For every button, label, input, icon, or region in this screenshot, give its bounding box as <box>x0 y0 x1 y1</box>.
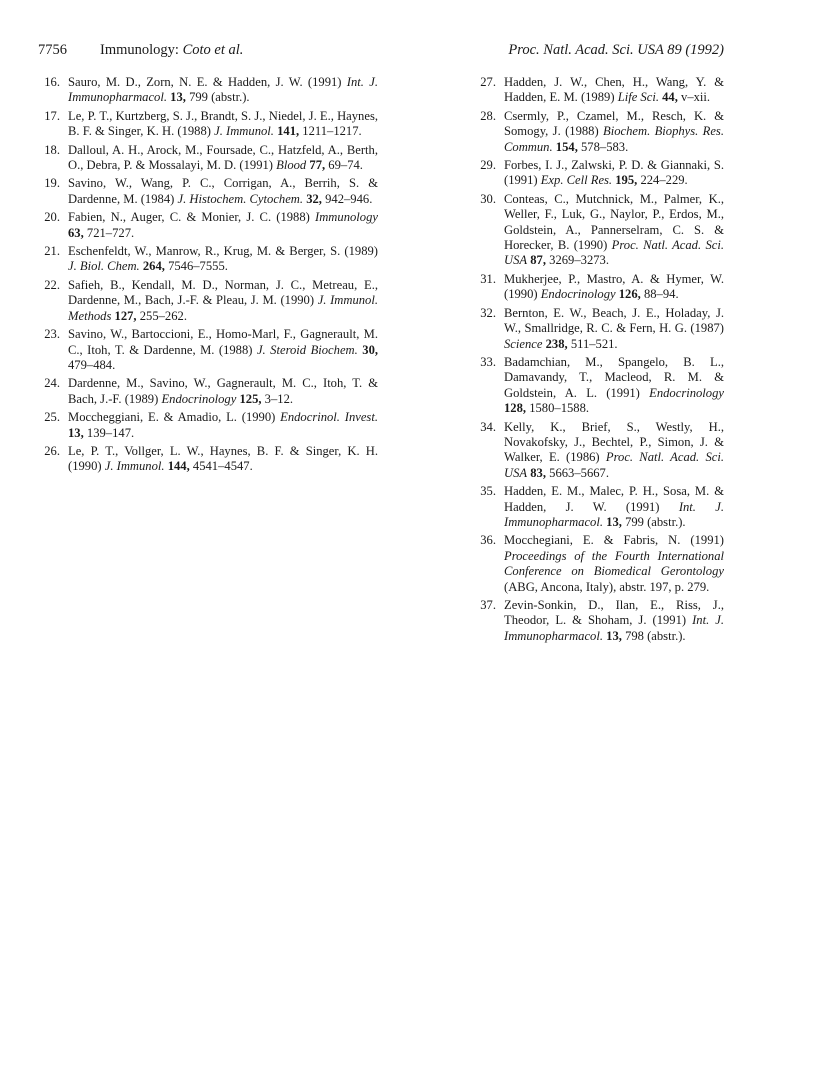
reference-authors: Conteas, C., Mutchnick, M., Palmer, K., Weller, F., Luk, G., Naylor, P., Erdos, M., Goldstein, A., Pannerselram, C. S. & Horecker, B. (1990) <box>504 191 724 253</box>
reference-pages: 69–74. <box>328 158 363 173</box>
reference-volume: 195, <box>615 173 638 188</box>
reference-pages: 5663–5667. <box>549 465 609 480</box>
reference-item <box>38 143 378 174</box>
reference-item <box>38 376 378 407</box>
reference-volume: 63, <box>68 225 84 240</box>
reference-item <box>474 192 724 269</box>
reference-journal: Int. J. Immunopharmacol. <box>68 75 378 105</box>
reference-number: 32. <box>480 305 496 320</box>
reference-journal: Endocrinol. Invest. <box>280 410 378 425</box>
references-column-right <box>474 75 724 647</box>
reference-volume: 13, <box>606 628 622 643</box>
reference-journal: Proceedings of the Fourth International Conference on Biomedical Gerontology <box>504 548 724 579</box>
reference-journal: J. Immunol. <box>104 459 165 474</box>
reference-journal: J. Steroid Biochem. <box>256 342 358 357</box>
reference-number: 35. <box>480 484 496 499</box>
reference-volume: 32, <box>306 191 322 206</box>
reference-text <box>504 355 724 415</box>
running-authors: Coto et al. <box>182 42 244 58</box>
reference-journal: Endocrinology <box>540 287 616 302</box>
reference-pages: 255–262. <box>139 308 187 323</box>
reference-authors: Moccheggiani, E. & Amadio, L. (1990) <box>68 410 276 425</box>
reference-text <box>504 158 724 187</box>
reference-text <box>68 444 378 473</box>
reference-pages: 942–946. <box>325 191 373 206</box>
reference-text <box>68 109 378 138</box>
reference-number: 24. <box>44 376 60 391</box>
reference-pages: 479–484. <box>68 357 116 372</box>
reference-item <box>38 109 378 140</box>
reference-item <box>474 306 724 352</box>
reference-pages: 799 (abstr.). <box>189 90 250 105</box>
reference-volume: 264, <box>142 259 165 274</box>
reference-authors: Savino, W., Wang, P. C., Corrigan, A., Berrih, S. & Dardenne, M. (1984) <box>68 176 378 206</box>
reference-volume: 154, <box>555 139 578 154</box>
reference-item <box>474 484 724 530</box>
reference-journal: Proc. Natl. Acad. Sci. USA <box>504 238 724 268</box>
reference-item <box>38 210 378 241</box>
reference-journal: Int. J. Immunopharmacol. <box>504 613 724 643</box>
reference-number: 33. <box>480 354 496 369</box>
reference-item <box>474 272 724 303</box>
reference-text <box>504 420 724 480</box>
reference-number: 28. <box>480 108 496 123</box>
reference-pages: 578–583. <box>581 139 629 154</box>
section-label: Immunology: <box>100 42 179 58</box>
reference-authors: Mukherjee, P., Mastro, A. & Hymer, W. (1990) <box>504 271 724 302</box>
reference-volume: 141, <box>277 124 300 139</box>
reference-pages: 139–147. <box>86 425 135 440</box>
reference-journal: Endocrinology <box>161 391 237 406</box>
reference-authors: Hadden, E. M., Malec, P. H., Sosa, M. & Hadden, J. W. (1991) <box>504 484 724 514</box>
reference-volume: 144, <box>167 459 190 474</box>
reference-number: 26. <box>44 443 60 458</box>
reference-number: 30. <box>480 191 496 206</box>
reference-pages: v–xii. <box>681 90 711 105</box>
reference-journal: J. Biol. Chem. <box>68 259 140 274</box>
reference-pages: 1580–1588. <box>529 401 590 416</box>
reference-authors: Fabien, N., Auger, C. & Monier, J. C. (1988) <box>68 210 310 225</box>
reference-pages: 799 (abstr.). <box>625 514 686 529</box>
reference-authors: Dardenne, M., Savino, W., Gagnerault, M. C., Itoh, T. & Bach, J.-F. (1989) <box>68 376 378 406</box>
reference-volume: 83, <box>530 465 546 480</box>
reference-authors: Safieh, B., Kendall, M. D., Norman, J. C., Metreau, E., Dardenne, M., Bach, J.-F. & Pleau, J. M. (1990) <box>68 277 378 308</box>
reference-number: 37. <box>480 598 496 612</box>
reference-journal: Immunology <box>315 210 378 225</box>
reference-authors: Le, P. T., Kurtzberg, S. J., Brandt, S. J., Niedel, J. E., Haynes, B. F. & Singer, K. H. (1988) <box>68 108 378 139</box>
reference-volume: 126, <box>618 287 641 302</box>
reference-volume: 128, <box>504 401 527 416</box>
reference-authors: Hadden, J. W., Chen, H., Wang, Y. & Hadden, E. M. (1989) <box>504 75 724 105</box>
reference-journal: Life Sci. <box>617 90 659 105</box>
reference-volume: 87, <box>530 253 546 268</box>
reference-pages: 4541–4547. <box>192 459 253 474</box>
running-header <box>38 42 724 62</box>
reference-text <box>68 176 378 205</box>
reference-volume: 125, <box>239 391 262 406</box>
reference-number: 20. <box>44 210 60 225</box>
reference-volume: 127, <box>114 308 137 323</box>
reference-authors: Badamchian, M., Spangelo, B. L., Damavandy, T., Macleod, R. M. & Goldstein, A. L. (1991) <box>504 354 724 400</box>
reference-number: 31. <box>480 271 496 286</box>
reference-journal: Endocrinology <box>649 385 724 400</box>
reference-number: 34. <box>480 419 496 434</box>
reference-journal: Blood <box>276 158 307 173</box>
page-number: 7756 <box>38 42 67 58</box>
reference-volume: 13, <box>68 425 84 440</box>
reference-volume: 44, <box>662 90 678 105</box>
reference-authors: Sauro, M. D., Zorn, N. E. & Hadden, J. W. (1991) <box>68 75 342 89</box>
reference-number: 23. <box>44 327 60 342</box>
reference-pages: 3269–3273. <box>549 253 609 268</box>
reference-item <box>474 158 724 189</box>
reference-journal: Biochem. Biophys. Res. Commun. <box>504 124 724 154</box>
reference-item <box>474 75 724 106</box>
reference-item <box>38 410 378 441</box>
reference-text <box>504 598 724 643</box>
reference-text <box>504 484 724 529</box>
reference-item <box>474 355 724 417</box>
reference-pages: 798 (abstr.). <box>625 628 686 643</box>
reference-text <box>504 75 724 104</box>
reference-pages: 1211–1217. <box>302 124 362 139</box>
reference-volume: 238, <box>545 336 568 351</box>
reference-text <box>504 533 724 593</box>
reference-number: 36. <box>480 533 496 548</box>
reference-text <box>68 376 378 405</box>
reference-item <box>38 444 378 475</box>
reference-authors: Zevin-Sonkin, D., Ilan, E., Riss, J., Theodor, L. & Shoham, J. (1991) <box>504 598 724 628</box>
reference-journal: J. Immunol. Methods <box>68 293 379 323</box>
reference-journal: Exp. Cell Res. <box>540 173 613 188</box>
reference-authors: Kelly, K., Brief, S., Westly, H., Novakofsky, J., Bechtel, P., Simon, J. & Walker, E. (1986) <box>504 419 724 465</box>
reference-text <box>68 143 378 172</box>
reference-pages: 3–12. <box>264 391 294 406</box>
running-title <box>100 42 243 59</box>
reference-item <box>38 327 378 373</box>
reference-volume: 30, <box>362 342 379 357</box>
reference-text <box>504 192 724 268</box>
reference-authors: Bernton, E. W., Beach, J. E., Holaday, J. W., Smallridge, R. C. & Fern, H. G. (1987) <box>504 305 724 336</box>
reference-text <box>68 410 378 439</box>
reference-number: 18. <box>44 142 60 157</box>
references-column-left <box>38 75 378 478</box>
reference-number: 25. <box>44 410 60 425</box>
reference-authors: Savino, W., Bartoccioni, E., Homo-Marl, F., Gagnerault, M. C., Itoh, T. & Dardenne, M. (1988) <box>68 327 378 357</box>
reference-volume: 77, <box>309 158 326 173</box>
reference-journal: J. Histochem. Cytochem. <box>177 191 304 206</box>
reference-item <box>38 278 378 324</box>
reference-authors: Dalloul, A. H., Arock, M., Foursade, C., Hatzfeld, A., Berth, O., Debra, P. & Mossalayi, M. D. (1991) <box>68 142 378 173</box>
reference-pages: 7546–7555. <box>168 259 228 274</box>
reference-item <box>474 533 724 595</box>
reference-pages: 224–229. <box>640 173 688 188</box>
reference-number: 19. <box>44 176 60 191</box>
reference-volume: 13, <box>606 514 622 529</box>
reference-text <box>68 75 378 104</box>
reference-journal: J. Immunol. <box>214 124 274 139</box>
reference-journal: Proc. Natl. Acad. Sci. USA <box>504 450 724 480</box>
reference-text <box>68 244 378 273</box>
reference-text <box>68 327 378 372</box>
reference-pages: 88–94. <box>643 287 679 302</box>
reference-number: 29. <box>480 158 496 173</box>
reference-journal: Science <box>504 336 543 351</box>
reference-item <box>38 176 378 207</box>
reference-journal: Int. J. Immunopharmacol. <box>504 499 724 529</box>
reference-authors: Forbes, I. J., Zalwski, P. D. & Giannaki, S. (1991) <box>504 158 724 188</box>
reference-text <box>504 272 724 301</box>
reference-text <box>68 210 378 239</box>
journal-citation: Proc. Natl. Acad. Sci. USA 89 (1992) <box>508 42 724 58</box>
reference-number: 27. <box>480 75 496 89</box>
reference-text <box>504 109 724 154</box>
reference-authors: Mocchegiani, E. & Fabris, N. (1991) <box>504 533 724 548</box>
reference-pages: 721–727. <box>86 225 135 240</box>
reference-pages: (ABG, Ancona, Italy), abstr. 197, p. 279. <box>504 579 710 594</box>
reference-text <box>504 306 724 351</box>
reference-authors: Csermly, P., Czamel, M., Resch, K. & Somogy, J. (1988) <box>504 108 724 139</box>
reference-item <box>474 598 724 644</box>
reference-authors: Eschenfeldt, W., Manrow, R., Krug, M. & Berger, S. (1989) <box>68 244 378 259</box>
reference-item <box>474 420 724 482</box>
reference-number: 16. <box>44 75 60 89</box>
reference-text <box>68 278 378 323</box>
reference-number: 17. <box>44 108 60 123</box>
reference-item <box>38 75 378 106</box>
reference-number: 21. <box>44 244 60 259</box>
reference-authors: Le, P. T., Vollger, L. W., Haynes, B. F. & Singer, K. H. (1990) <box>68 443 378 474</box>
reference-item <box>474 109 724 155</box>
reference-pages: 511–521. <box>570 336 618 351</box>
reference-volume: 13, <box>170 90 186 105</box>
reference-number: 22. <box>44 277 60 292</box>
reference-item <box>38 244 378 275</box>
